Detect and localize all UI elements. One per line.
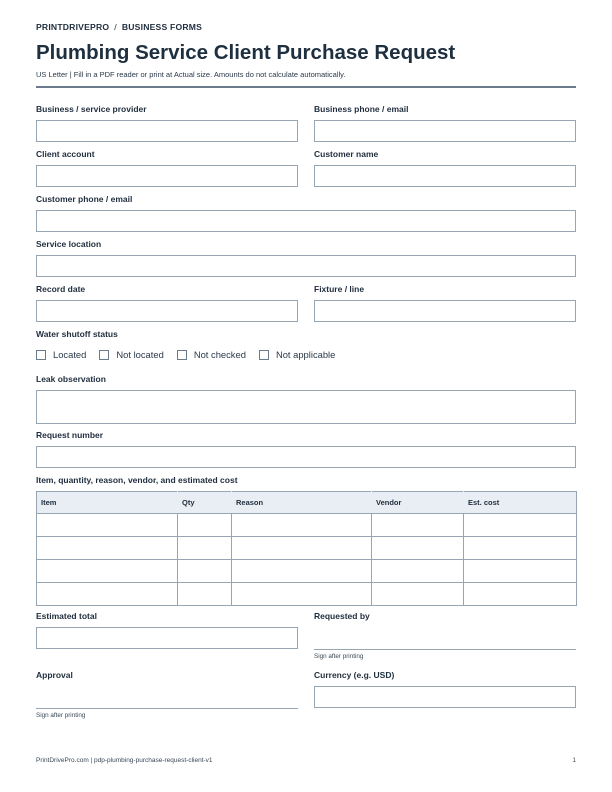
checkbox[interactable] xyxy=(99,350,109,360)
shutoff-option-label: Not located xyxy=(116,349,164,360)
client-account-field[interactable] xyxy=(36,165,298,187)
water-shutoff-options xyxy=(36,349,348,360)
table-cell-qty[interactable] xyxy=(178,537,232,560)
column-header-est-cost: Est. cost xyxy=(464,492,577,514)
record-date-label: Record date xyxy=(36,284,86,294)
shutoff-option-label: Not checked xyxy=(193,349,246,360)
business-contact-field[interactable] xyxy=(314,120,576,142)
shutoff-option-label: Located xyxy=(53,349,87,360)
request-number-label: Request number xyxy=(36,430,104,440)
leak-observation-label: Leak observation xyxy=(36,374,106,384)
table-row xyxy=(37,583,577,606)
fixture-line-label: Fixture / line xyxy=(314,284,365,294)
checkbox[interactable] xyxy=(177,350,187,360)
checkbox[interactable] xyxy=(36,350,46,360)
table-cell-est-cost[interactable] xyxy=(464,537,577,560)
table-header-row xyxy=(37,492,577,514)
water-shutoff-label: Water shutoff status xyxy=(36,329,118,339)
table-cell-vendor[interactable] xyxy=(372,583,464,606)
leak-observation-field[interactable] xyxy=(36,390,576,424)
page-number: 1 xyxy=(572,757,576,764)
table-cell-item[interactable] xyxy=(37,514,178,537)
table-row xyxy=(37,514,577,537)
shutoff-option-label: Not applicable xyxy=(275,349,336,360)
breadcrumb-brand: PRINTDRIVEPRO xyxy=(36,22,110,32)
table-cell-reason[interactable] xyxy=(232,560,372,583)
estimated-total-field[interactable] xyxy=(36,627,298,649)
approval-label: Approval xyxy=(36,670,73,680)
customer-name-label: Customer name xyxy=(314,149,379,159)
service-location-label: Service location xyxy=(36,239,102,249)
header-divider xyxy=(36,86,576,88)
table-cell-item[interactable] xyxy=(37,583,178,606)
table-row xyxy=(37,537,577,560)
table-cell-vendor[interactable] xyxy=(372,537,464,560)
service-location-field[interactable] xyxy=(36,255,576,277)
items-table xyxy=(36,491,577,606)
table-cell-reason[interactable] xyxy=(232,514,372,537)
table-cell-reason[interactable] xyxy=(232,537,372,560)
table-cell-reason[interactable] xyxy=(232,583,372,606)
table-cell-item[interactable] xyxy=(37,537,178,560)
table-cell-qty[interactable] xyxy=(178,514,232,537)
business-provider-label: Business / service provider xyxy=(36,104,147,114)
client-account-label: Client account xyxy=(36,149,95,159)
requested-by-label: Requested by xyxy=(314,611,370,621)
fixture-line-field[interactable] xyxy=(314,300,576,322)
customer-name-field[interactable] xyxy=(314,165,576,187)
shutoff-option-not-checked[interactable] xyxy=(177,349,246,360)
table-cell-qty[interactable] xyxy=(178,560,232,583)
footer-source: PrintDrivePro.com | pdp-plumbing-purchase-request-client-v1 xyxy=(36,757,213,764)
customer-contact-label: Customer phone / email xyxy=(36,194,133,204)
estimated-total-label: Estimated total xyxy=(36,611,97,621)
page-subtitle: US Letter | Fill in a PDF reader or print at Actual size. Amounts do not calculate automatically. xyxy=(36,70,346,79)
shutoff-option-not-located[interactable] xyxy=(99,349,163,360)
table-cell-qty[interactable] xyxy=(178,583,232,606)
breadcrumb xyxy=(36,22,202,32)
record-date-field[interactable] xyxy=(36,300,298,322)
page-title: Plumbing Service Client Purchase Request xyxy=(36,41,456,64)
table-cell-vendor[interactable] xyxy=(372,560,464,583)
column-header-reason: Reason xyxy=(232,492,372,514)
column-header-vendor: Vendor xyxy=(372,492,464,514)
column-header-qty: Qty xyxy=(178,492,232,514)
currency-label: Currency (e.g. USD) xyxy=(314,670,395,680)
business-contact-label: Business phone / email xyxy=(314,104,409,114)
column-header-item: Item xyxy=(37,492,178,514)
table-cell-item[interactable] xyxy=(37,560,178,583)
table-cell-est-cost[interactable] xyxy=(464,560,577,583)
shutoff-option-not-applicable[interactable] xyxy=(259,349,335,360)
requested-by-signature-line[interactable] xyxy=(314,649,576,650)
requested-by-signature-hint: Sign after printing xyxy=(314,653,364,660)
shutoff-option-located[interactable] xyxy=(36,349,86,360)
breadcrumb-separator: / xyxy=(114,22,117,32)
table-row xyxy=(37,560,577,583)
checkbox[interactable] xyxy=(259,350,269,360)
approval-signature-hint: Sign after printing xyxy=(36,712,86,719)
table-cell-est-cost[interactable] xyxy=(464,514,577,537)
request-number-field[interactable] xyxy=(36,446,576,468)
table-cell-est-cost[interactable] xyxy=(464,583,577,606)
breadcrumb-section: BUSINESS FORMS xyxy=(121,22,203,32)
currency-field[interactable] xyxy=(314,686,576,708)
approval-signature-line[interactable] xyxy=(36,708,298,709)
table-cell-vendor[interactable] xyxy=(372,514,464,537)
items-section-label: Item, quantity, reason, vendor, and estimated cost xyxy=(36,475,238,485)
customer-contact-field[interactable] xyxy=(36,210,576,232)
business-provider-field[interactable] xyxy=(36,120,298,142)
